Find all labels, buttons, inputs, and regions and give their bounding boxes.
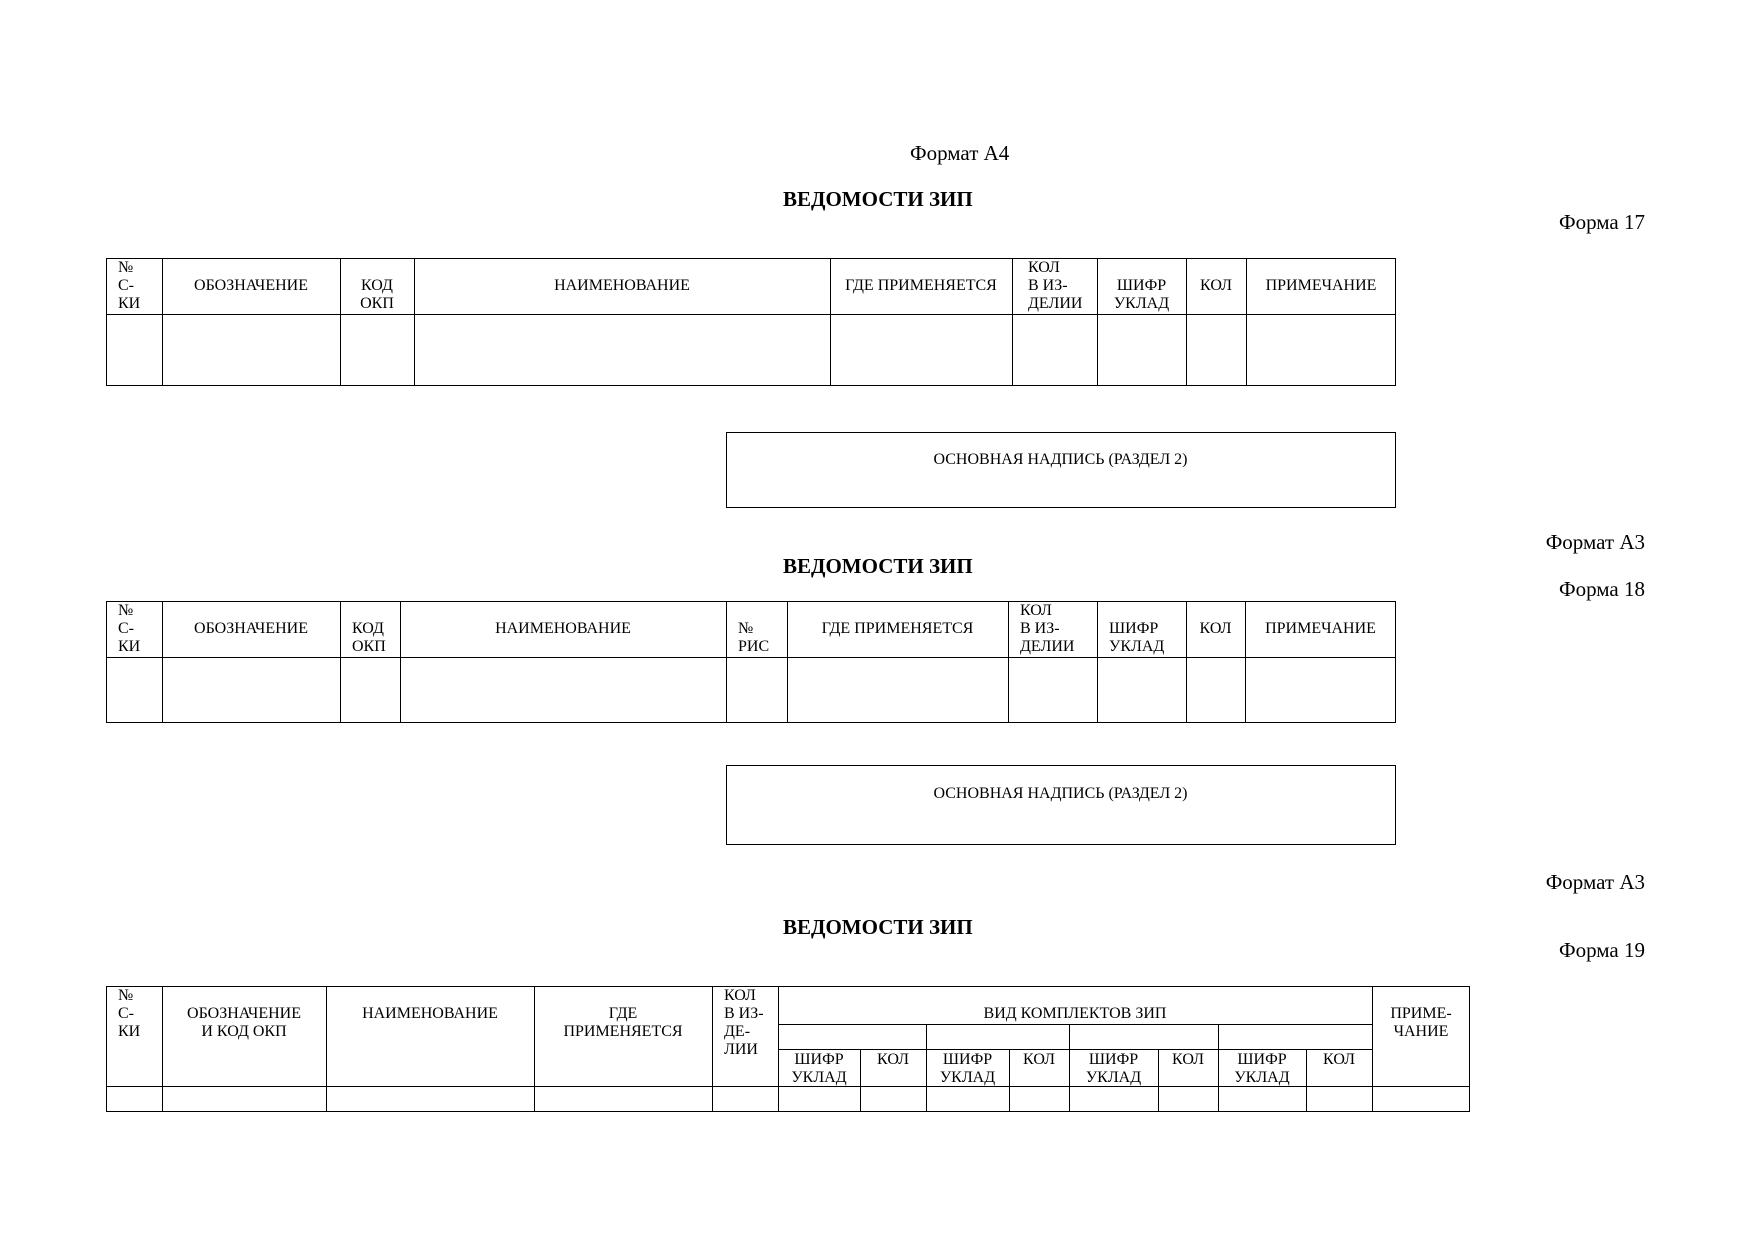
sheet-title: ВЕДОМОСТИ ЗИП [783, 187, 973, 211]
header-kit2-cipher-pack: ШИФР УКЛАД [939, 1051, 996, 1086]
header-name: НАИМЕНОВАНИЕ [554, 277, 690, 294]
form-number: Форма 19 [1559, 938, 1645, 962]
header-name: НАИМЕНОВАНИЕ [362, 1005, 498, 1022]
header-name: НАИМЕНОВАНИЕ [495, 620, 631, 637]
header-qty-in-product: КОЛ В ИЗ- ДЕ- ЛИИ [724, 987, 764, 1058]
form-number: Форма 18 [1559, 577, 1645, 601]
header-kit3-qty: КОЛ [1172, 1051, 1204, 1068]
header-where-used: ГДЕ ПРИМЕНЯЕТСЯ [821, 620, 974, 637]
form-number: Форма 17 [1559, 210, 1645, 234]
format-label-a4: Формат А4 [910, 141, 1010, 165]
header-note: ПРИМЕ- ЧАНИЕ [1390, 1005, 1452, 1040]
format-label-a3: Формат А3 [1545, 530, 1645, 554]
header-kit1-qty: КОЛ [877, 1051, 909, 1068]
header-kit4-qty: КОЛ [1323, 1051, 1355, 1068]
header-okp-code: КОД ОКП [352, 620, 386, 655]
header-kit2-qty: КОЛ [1023, 1051, 1055, 1068]
header-designation: ОБОЗНАЧЕНИЕ [194, 277, 308, 294]
header-note: ПРИМЕЧАНИЕ [1265, 620, 1376, 637]
header-kit4-cipher-pack: ШИФР УКЛАД [1234, 1051, 1290, 1086]
title-block-label: ОСНОВНАЯ НАДПИСЬ (РАЗДЕЛ 2) [933, 785, 1188, 802]
header-cipher-pack: ШИФР УКЛАД [1113, 277, 1170, 312]
header-cipher-pack: ШИФР УКЛАД [1109, 620, 1165, 655]
header-where-used: ГДЕ ПРИМЕНЯЕТСЯ [845, 277, 997, 294]
header-okp-code: КОД ОКП [360, 277, 394, 312]
format-label-a3: Формат А3 [1545, 870, 1645, 894]
sheet-title: ВЕДОМОСТИ ЗИП [783, 554, 973, 578]
header-kit3-cipher-pack: ШИФР УКЛАД [1085, 1051, 1142, 1086]
header-number: № С- КИ [118, 602, 141, 655]
header-number: № С- КИ [118, 259, 141, 312]
header-zip-kit-types: ВИД КОМПЛЕКТОВ ЗИП [983, 1005, 1167, 1022]
title-block-label: ОСНОВНАЯ НАДПИСЬ (РАЗДЕЛ 2) [933, 451, 1188, 468]
header-kit1-cipher-pack: ШИФР УКЛАД [791, 1051, 847, 1086]
header-where-used: ГДЕ ПРИМЕНЯЕТСЯ [563, 1005, 683, 1040]
header-qty: КОЛ [1199, 620, 1232, 637]
header-qty-in-product: КОЛ В ИЗ- ДЕЛИИ [1020, 602, 1075, 655]
sheet-title: ВЕДОМОСТИ ЗИП [783, 915, 973, 939]
title-block [726, 432, 1396, 508]
header-qty: КОЛ [1200, 277, 1232, 294]
header-designation-okp: ОБОЗНАЧЕНИЕ И КОД ОКП [187, 1005, 301, 1040]
header-number: № С- КИ [118, 987, 141, 1040]
header-note: ПРИМЕЧАНИЕ [1265, 277, 1377, 294]
header-designation: ОБОЗНАЧЕНИЕ [194, 620, 308, 637]
header-qty-in-product: КОЛ В ИЗ- ДЕЛИИ [1028, 259, 1083, 312]
title-block [726, 765, 1396, 845]
header-figure-number: № РИС [738, 620, 770, 655]
